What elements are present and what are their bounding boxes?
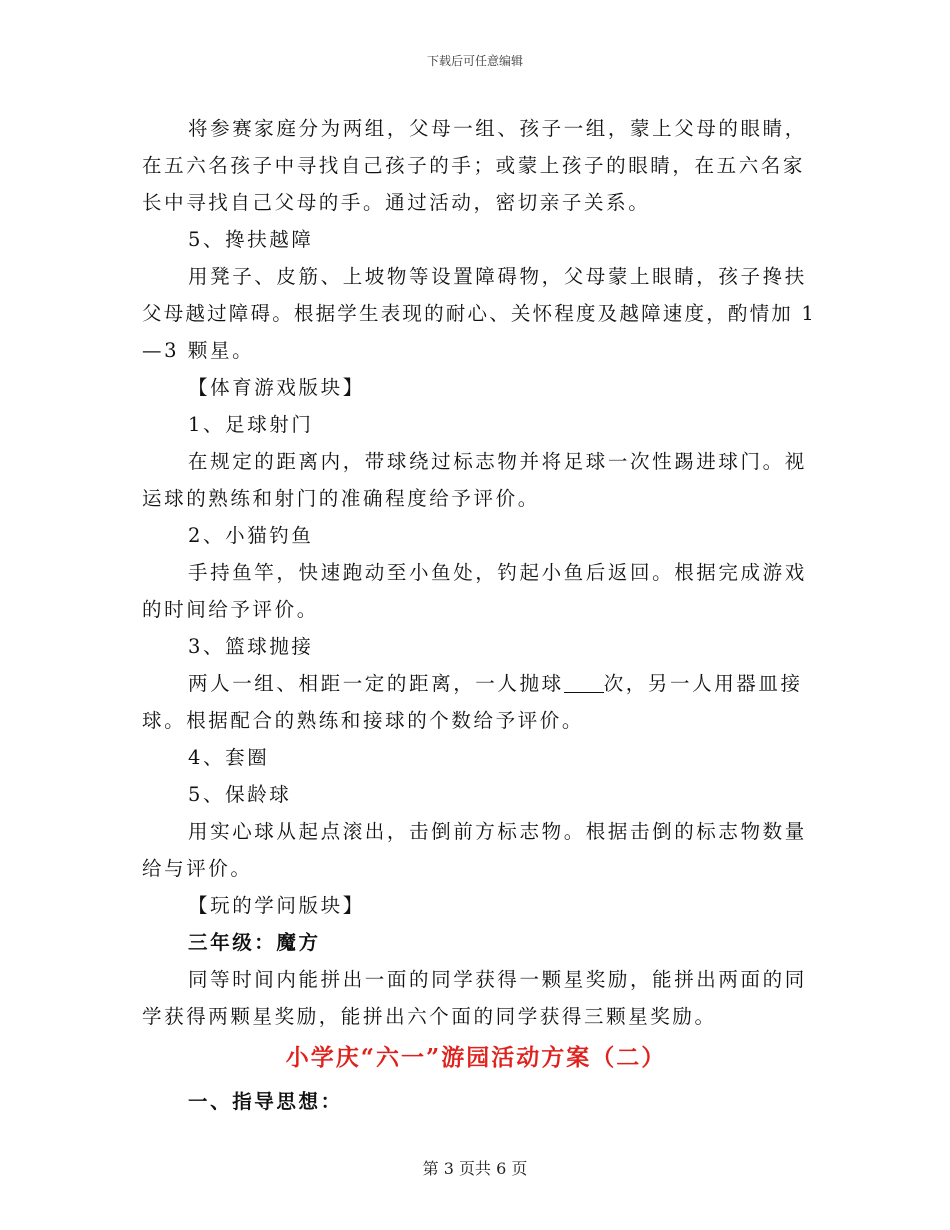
section-heading: 一、指导思想： bbox=[188, 1090, 343, 1113]
paragraph-line: 同等时间内能拼出一面的同学获得一颗星奖励，能拼出两面的同 bbox=[188, 968, 807, 991]
item-title: 4、套圈 bbox=[188, 746, 270, 769]
paragraph-line: 给与评价。 bbox=[142, 857, 253, 880]
paragraph-line: 学获得两颗星奖励，能拼出六个面的同学获得三颗星奖励。 bbox=[142, 1005, 717, 1028]
paragraph-line: 的时间给予评价。 bbox=[142, 598, 319, 621]
section-heading: 【体育游戏版块】 bbox=[188, 376, 365, 399]
paragraph-line: 在规定的距离内，带球绕过标志物并将足球一次性踢进球门。视 bbox=[188, 450, 807, 473]
paragraph-text: 次，另一人用器皿接 bbox=[603, 672, 803, 695]
document-body bbox=[142, 110, 817, 1120]
paragraph-line: 手持鱼竿，快速跑动至小鱼处，钓起小鱼后返回。根据完成游戏 bbox=[188, 561, 807, 584]
document-title: 小学庆“六一”游园活动方案（二） bbox=[285, 1044, 667, 1071]
paragraph-line: 在五六名孩子中寻找自己孩子的手；或蒙上孩子的眼睛，在五六名家 bbox=[142, 154, 806, 177]
paragraph-line: 将参赛家庭分为两组，父母一组、孩子一组，蒙上父母的眼睛， bbox=[188, 117, 807, 140]
section-heading: 【玩的学问版块】 bbox=[188, 894, 365, 917]
paragraph-line: 球。根据配合的熟练和接球的个数给予评价。 bbox=[142, 709, 585, 732]
item-title: 3、篮球抛接 bbox=[188, 635, 314, 658]
paragraph-line: —3 颗星。 bbox=[142, 339, 255, 362]
paragraph-line: 用凳子、皮筋、上坡物等设置障碍物，父母蒙上眼睛，孩子搀扶 bbox=[188, 265, 807, 288]
paragraph-text: 两人一组、相距一定的距离，一人抛球 bbox=[188, 672, 564, 695]
paragraph-line: 长中寻找自己父母的手。通过活动，密切亲子关系。 bbox=[142, 191, 651, 214]
fill-blank bbox=[564, 674, 604, 693]
page-footer: 第 3 页共 6 页 bbox=[422, 1159, 528, 1178]
paragraph-line: 用实心球从起点滚出，击倒前方标志物。根据击倒的标志物数量 bbox=[188, 820, 807, 843]
item-title: 5、搀扶越障 bbox=[188, 228, 314, 251]
item-title: 2、小猫钓鱼 bbox=[188, 524, 314, 547]
page-header: 下载后可任意编辑 bbox=[426, 54, 523, 68]
item-title: 1、足球射门 bbox=[188, 413, 314, 436]
item-title: 5、保龄球 bbox=[188, 783, 292, 806]
paragraph-line bbox=[142, 665, 810, 702]
item-title: 三年级：魔方 bbox=[188, 931, 321, 954]
paragraph-line: 运球的熟练和射门的准确程度给予评价。 bbox=[142, 487, 540, 510]
paragraph-line: 父母越过障碍。根据学生表现的耐心、关怀程度及越障速度，酌情加 1 bbox=[142, 302, 817, 325]
